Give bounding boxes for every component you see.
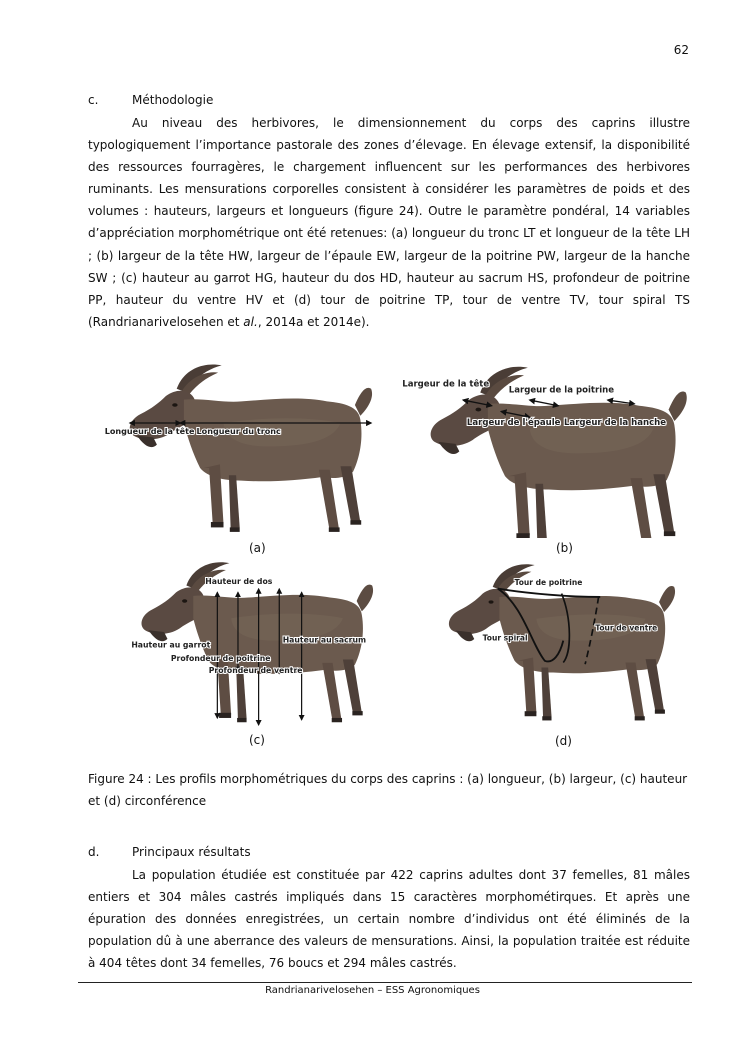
panel-c-illustration — [110, 558, 378, 730]
panel-b-illustration — [396, 362, 692, 538]
section-d-paragraph: La population étudiée est constituée par 422 caprins adultes dont 37 femelles, 81 mâles entiers et 304 mâles castrés impliqués dans 15 caractères morphométirques. Et après une épuration des données enregistrées, un certain nombre d’individus ont été éliminés de la population dû à une aberrance des valeurs de mensurations. Ainsi, la population traitée est réduite à 404 têtes dont 34 femelles, 76 boucs et 294 mâles castrés. — [88, 868, 690, 971]
label-longueur-tete: Longueur de la tête — [104, 425, 195, 436]
panel-c-label: (c) — [249, 733, 265, 747]
label-hauteur-sacrum: Hauteur au sacrum — [282, 635, 367, 645]
label-tour-spiral: Tour spiral — [482, 633, 528, 643]
panel-d-label: (d) — [555, 734, 572, 748]
label-largeur-tete: Largeur de la tête — [402, 379, 490, 390]
page-number: 62 — [673, 43, 689, 57]
label-profondeur-ventre: Profondeur de ventre — [208, 666, 303, 676]
figure-panel-c — [110, 558, 378, 734]
label-hauteur-dos: Hauteur de dos — [205, 576, 273, 586]
section-c-title: Méthodologie — [132, 93, 214, 107]
goat-image-a — [130, 365, 372, 532]
figure-caption: Figure 24 : Les profils morphométriques du corps des caprins : (a) longueur, (b) largeur, (c) hauteur et (d) circonférence — [88, 772, 688, 808]
panel-a-label: (a) — [249, 541, 266, 555]
section-c-heading — [88, 93, 213, 107]
footer-text: Randrianarivelosehen – ESS Agronomiques — [265, 985, 480, 996]
section-c-letter: c. — [88, 93, 99, 107]
arrow-chest-width — [530, 400, 559, 406]
figure-panel-b — [396, 362, 692, 542]
panel-a-illustration — [92, 360, 382, 540]
section-c-paragraph — [88, 112, 690, 333]
label-longueur-tronc: Longueur du tronc — [196, 425, 281, 436]
label-tour-ventre: Tour de ventre — [595, 623, 658, 633]
citation-etal: al. — [243, 314, 258, 329]
figure-panel-a — [92, 360, 382, 544]
section-d-letter: d. — [88, 845, 100, 859]
line-chest-circumference — [498, 589, 600, 597]
footer-rule — [78, 982, 692, 983]
label-hauteur-garrot: Hauteur au garrot — [131, 640, 211, 650]
section-d-title: Principaux résultats — [132, 845, 251, 859]
citation-end: , 2014a et 2014e). — [257, 314, 370, 329]
section-d-heading — [88, 845, 251, 859]
panel-b-label: (b) — [556, 541, 573, 555]
label-largeur-poitrine: Largeur de la poitrine — [508, 385, 615, 396]
panel-d-illustration — [418, 560, 680, 728]
label-largeur-epaule: Largeur de l'épaule — [466, 417, 561, 428]
figure-panel-d — [418, 560, 680, 732]
label-profondeur-poitrine: Profondeur de poitrine — [170, 654, 271, 664]
section-c-text: Au niveau des herbivores, le dimensionnement du corps des caprins illustre typologiquement l’importance pastorale des zones d’élevage. En élevage extensif, la disponibilité des ressources fourragères, le chargement influencent sur les performances des herbivores ruminants. Les mensurations corporelles consistent à considérer les paramètres de poids et des volumes : hauteurs, largeurs et longueurs (figure 24). Outre le paramètre pondéral, 14 variables d’appréciation morphométrique ont été retenues: (a) longueur du tronc LT et longueur de la tête LH ; (b) largeur de la tête HW, largeur de l’épaule EW, largeur de la poitrine PW, largeur de la hanche SW ; (c) hauteur au garrot HG, hauteur du dos HD, hauteur au sacrum HS, profondeur de poitrine PP, hauteur du ventre HV et (d) tour de poitrine TP, tour de ventre TV, tour spiral TS (Randrianarivelosehen et — [88, 116, 690, 329]
label-tour-poitrine: Tour de poitrine — [514, 578, 583, 588]
label-largeur-hanche: Largeur de la hanche — [563, 417, 667, 428]
